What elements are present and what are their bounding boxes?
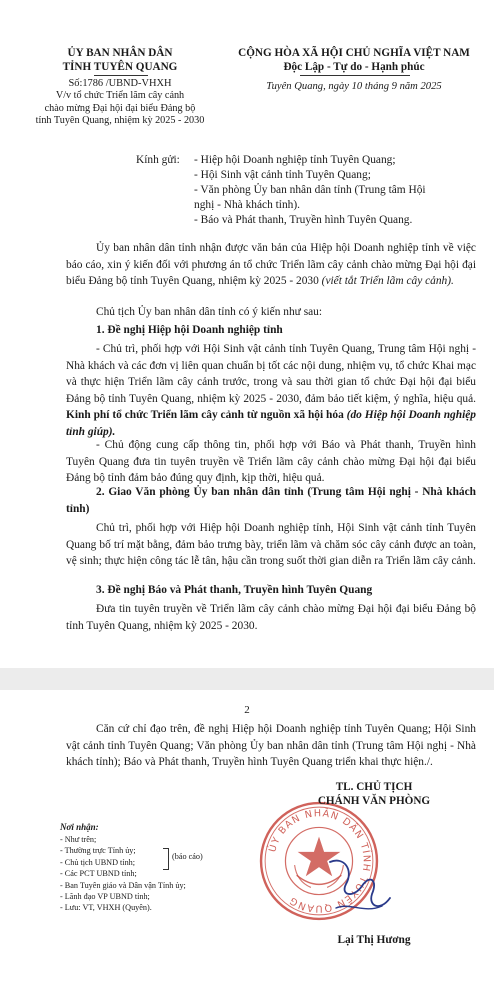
recipient-item: nghị - Nhà khách tỉnh). (194, 199, 300, 211)
opinion-line: Chủ tịch Ủy ban nhân dân tỉnh có ý kiến như sau: (96, 306, 323, 318)
cc-item: - Ban Tuyên giáo và Dân vận Tỉnh ủy; (60, 880, 186, 890)
signer-title (284, 780, 464, 808)
subject-line: tỉnh Tuyên Quang, nhiệm kỳ 2025 - 2030 (35, 115, 205, 127)
closing-paragraph: Căn cứ chỉ đạo trên, đề nghị Hiệp hội Doanh nghiệp tỉnh Tuyên Quang; Hội Sinh vật cảnh tỉnh Tuyên Quang; Văn phòng Ủy ban nhân dân tỉnh (Trung tâm Hội nghị - Nhà khách tỉnh); Báo và Phát thanh, Truyền hình Tuyên Quang triển khai thực hiện./. (66, 723, 476, 769)
national-motto: Độc Lập - Tự do - Hạnh phúc (283, 61, 425, 73)
org-line-2: TỈNH TUYÊN QUANG (62, 61, 178, 73)
recipient-item: - Văn phòng Ủy ban nhân dân tỉnh (Trung tâm Hội (194, 184, 426, 196)
cc-list (60, 834, 250, 914)
funding-note: Kinh phí tổ chức Triển lãm cây cảnh từ nguồn xã hội hóa (66, 409, 347, 422)
subject-line: V/v tổ chức Triển lãm cây cảnh (55, 90, 185, 101)
cc-item: - Các PCT UBND tỉnh; (60, 869, 137, 879)
page-number: 2 (244, 704, 250, 716)
intro-paragraph (66, 240, 476, 290)
document-subject (14, 90, 226, 128)
national-title: CỘNG HÒA XÃ HỘI CHỦ NGHĨA VIỆT NAM (238, 47, 470, 59)
recipient-item: - Hiệp hội Doanh nghiệp tỉnh Tuyên Quang; (194, 154, 396, 166)
recipients-label: Kính gửi: (136, 154, 180, 166)
cc-item: - Lưu: VT, VHXH (Quyên). (60, 903, 152, 913)
cc-item: - Lãnh đạo VP UBND tỉnh; (60, 892, 150, 902)
recipients-list (194, 153, 474, 228)
section-3-title: 3. Đề nghị Báo và Phát thanh, Truyền hình Tuyên Quang (96, 584, 373, 596)
recipient-item: - Báo và Phát thanh, Truyền hình Tuyên Quang. (194, 214, 413, 226)
cc-item: - Thường trực Tỉnh ủy; (60, 846, 136, 856)
subject-line: chào mừng Đại hội đại biểu Đảng bộ (44, 102, 196, 114)
recipient-item: - Hội Sinh vật cảnh tỉnh Tuyên Quang; (194, 169, 371, 181)
document-number: Số:1786 /UBND-VHXH (68, 78, 172, 89)
cc-label: Nơi nhận: (60, 822, 99, 832)
signer-name: Lại Thị Hương (337, 934, 411, 946)
issuing-authority (20, 46, 220, 74)
org-line-1: ỦY BAN NHÂN DÂN (67, 47, 173, 59)
motto-underline (300, 75, 410, 76)
section-1-paragraph-1: - Chủ trì, phối hợp với Hội Sinh vật cảnh tỉnh Tuyên Quang, Trung tâm Hội nghị - Nhà khách và các đơn vị liên quan chuẩn bị tốt các nội dung, nhiệm vụ, tổ chức Khai mạc và thực hiện Triển lãm cây cảnh trước, trong và sau thời gian tổ chức Đại hội đại biểu Đảng bộ tỉnh Tuyên Quang, nhiệm kỳ 2025 - 2030, đảm bảo tiết kiệm, ý nghĩa, hiệu quả. Kinh phí tổ chức Triển lãm cây cảnh từ nguồn xã hội hóa (do Hiệp hội Doanh nghiệp tỉnh giúp). (66, 343, 476, 438)
section-1-paragraph-2: - Chủ động cung cấp thông tin, phối hợp với Báo và Phát thanh, Truyền hình Tuyên Quang đưa tin tuyên truyền về Triển lãm cây cảnh chào mừng Đại hội đại biểu Đảng bộ tỉnh đảm bảo đúng quy định, kịp thời, hiệu quả. (66, 439, 476, 485)
section-2-title: 2. Giao Văn phòng Ủy ban nhân dân tỉnh (Trung tâm Hội nghị - Nhà khách tỉnh) (66, 486, 476, 515)
intro-abbreviation: (viết tắt Triển lãm cây cảnh). (321, 275, 454, 288)
document-page-2 (0, 690, 494, 1000)
signer-title-line-2: CHÁNH VĂN PHÒNG (317, 795, 431, 807)
issue-date: Tuyên Quang, ngày 10 tháng 9 năm 2025 (266, 81, 442, 92)
signer-title-line-1: TL. CHỦ TỊCH (335, 781, 413, 793)
cc-bracket-note: (báo cáo) (172, 852, 203, 861)
section-2-paragraph: Chủ trì, phối hợp với Hiệp hội Doanh nghiệp tỉnh, Hội Sinh vật cảnh tỉnh Tuyên Quang bố trí mặt bằng, đảm bảo trưng bày, triển lãm và chăm sóc cây cảnh được an toàn, vệ sinh; thực hiện công tác lễ tân, hậu cần trong suốt thời gian diễn ra Triển lãm cây cảnh. (66, 522, 476, 568)
cc-bracket (163, 848, 169, 870)
funding-source: (do Hiệp hội Doanh nghiệp tỉnh giúp). (66, 409, 476, 438)
cc-item: - Chủ tịch UBND tỉnh; (60, 857, 136, 867)
section-1-title: 1. Đề nghị Hiệp hội Doanh nghiệp tỉnh (96, 324, 283, 336)
intro-text: Ủy ban nhân dân tỉnh nhận được văn bản của Hiệp hội Doanh nghiệp tỉnh về việc báo cáo, xin ý kiến đối với phương án tổ chức Triển lãm cây cảnh chào mừng Đại hội đại biểu Đảng bộ tỉnh Tuyên Quang, nhiệm kỳ 2025 - 2030 (66, 242, 476, 288)
cc-item: - Như trên; (60, 835, 97, 844)
seal-text: ỦY BAN NHÂN DÂN TỈNH TUYÊN QUANG (267, 808, 372, 914)
org-underline (94, 75, 148, 76)
section-3-paragraph: Đưa tin tuyên truyền về Triển lãm cây cảnh chào mừng Đại hội đại biểu Đảng bộ tỉnh Tuyên Quang, nhiệm kỳ 2025 - 2030. (66, 603, 476, 632)
signature-icon (320, 848, 400, 932)
